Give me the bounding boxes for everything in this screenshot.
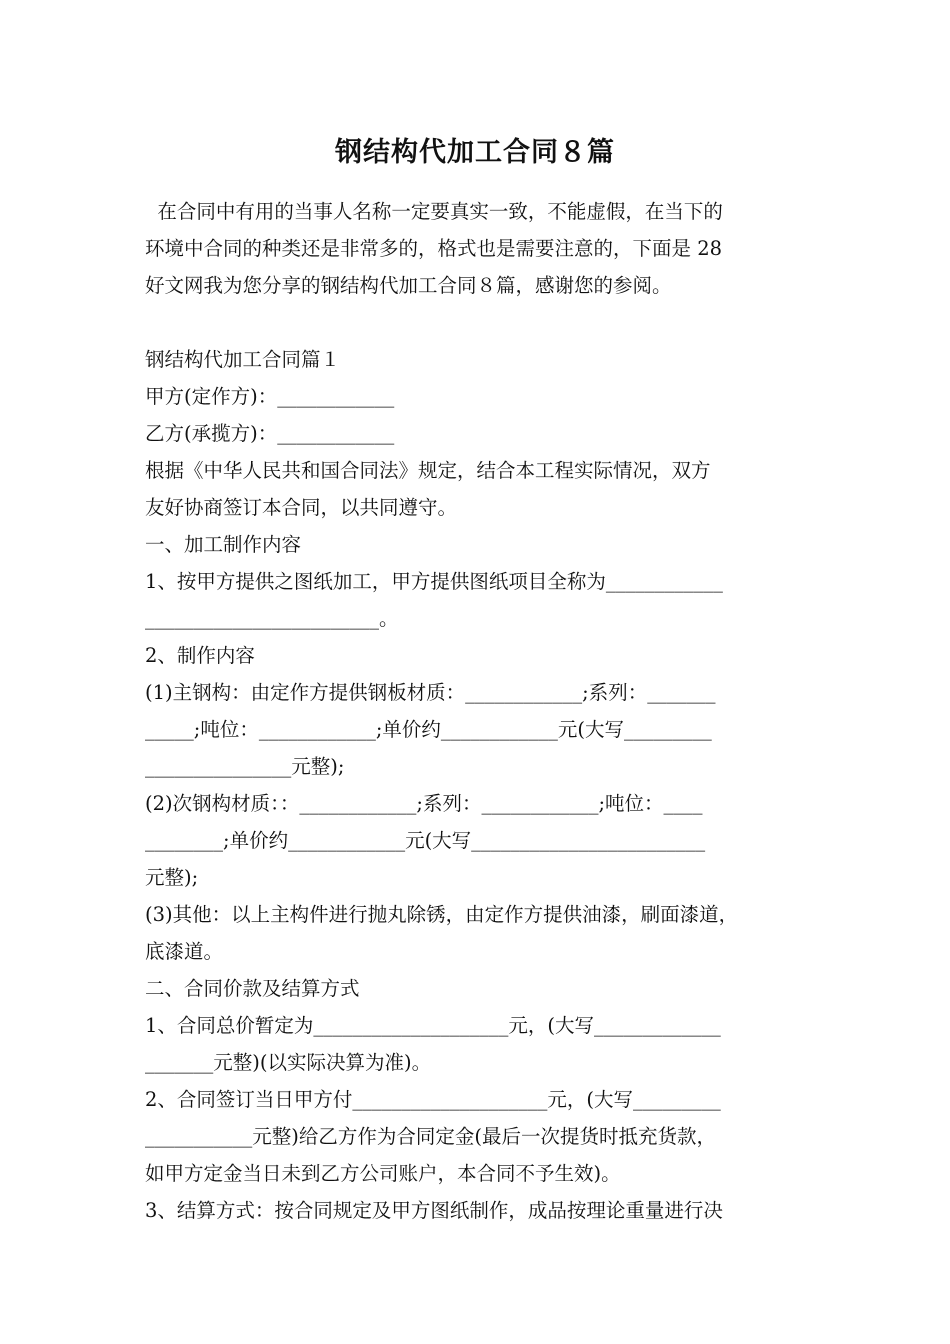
clause-heading: 一、加工制作内容 bbox=[145, 533, 302, 556]
document-title: 钢结构代加工合同８篇 bbox=[335, 137, 615, 168]
body-line: (2)次钢构材质：：____________;系列：____________;吨位：____ bbox=[145, 792, 703, 815]
intro-paragraph bbox=[145, 193, 815, 304]
clause-heading: 二、合同价款及结算方式 bbox=[145, 977, 360, 1000]
intro-line: 在合同中有用的当事人名称一定要真实一致，不能虚假，在当下的 bbox=[145, 200, 723, 223]
body-line: 底漆道。 bbox=[145, 940, 224, 963]
contract-body bbox=[145, 341, 815, 1229]
body-line: ___________元整)给乙方作为合同定金(最后一次提货时抵充货款， bbox=[145, 1125, 716, 1148]
body-line: ________;单价约____________元(大写________________________ bbox=[145, 829, 706, 852]
body-line: (1)主钢构：由定作方提供钢板材质：____________;系列：_______ bbox=[145, 681, 716, 704]
body-line: 友好协商签订本合同，以共同遵守。 bbox=[145, 496, 458, 519]
body-line: 1、合同总价暂定为____________________元，(大写_____________ bbox=[145, 1014, 721, 1037]
body-line: 如甲方定金当日未到乙方公司账户，本合同不予生效)。 bbox=[145, 1162, 621, 1185]
body-line: _______________元整); bbox=[145, 755, 345, 778]
intro-line: 环境中合同的种类还是非常多的，格式也是需要注意的，下面是 28 bbox=[145, 237, 723, 260]
body-line: (3)其他：以上主构件进行抛丸除锈，由定作方提供油漆，刷面漆道， bbox=[145, 903, 739, 926]
body-line: 2、制作内容 bbox=[145, 644, 255, 667]
body-line: 元整); bbox=[145, 866, 199, 889]
body-line: ________________________。 bbox=[145, 607, 399, 630]
body-line: 根据《中华人民共和国合同法》规定，结合本工程实际情况，双方 bbox=[145, 459, 711, 482]
body-line: 1、按甲方提供之图纸加工，甲方提供图纸项目全称为____________ bbox=[145, 570, 723, 593]
body-line: _____;吨位：____________;单价约____________元(大写_________ bbox=[145, 718, 712, 741]
party-b-line: 乙方(承揽方)：____________ bbox=[145, 422, 395, 445]
intro-line: 好文网我为您分享的钢结构代加工合同８篇，感谢您的参阅。 bbox=[145, 274, 672, 297]
section-heading: 钢结构代加工合同篇１ bbox=[145, 348, 341, 371]
body-line: 2、合同签订当日甲方付____________________元，(大写_________ bbox=[145, 1088, 721, 1111]
body-line: _______元整)(以实际决算为准)。 bbox=[145, 1051, 432, 1074]
party-a-line: 甲方(定作方)：____________ bbox=[145, 385, 395, 408]
body-line: 3、结算方式：按合同规定及甲方图纸制作，成品按理论重量进行决 bbox=[145, 1199, 723, 1222]
